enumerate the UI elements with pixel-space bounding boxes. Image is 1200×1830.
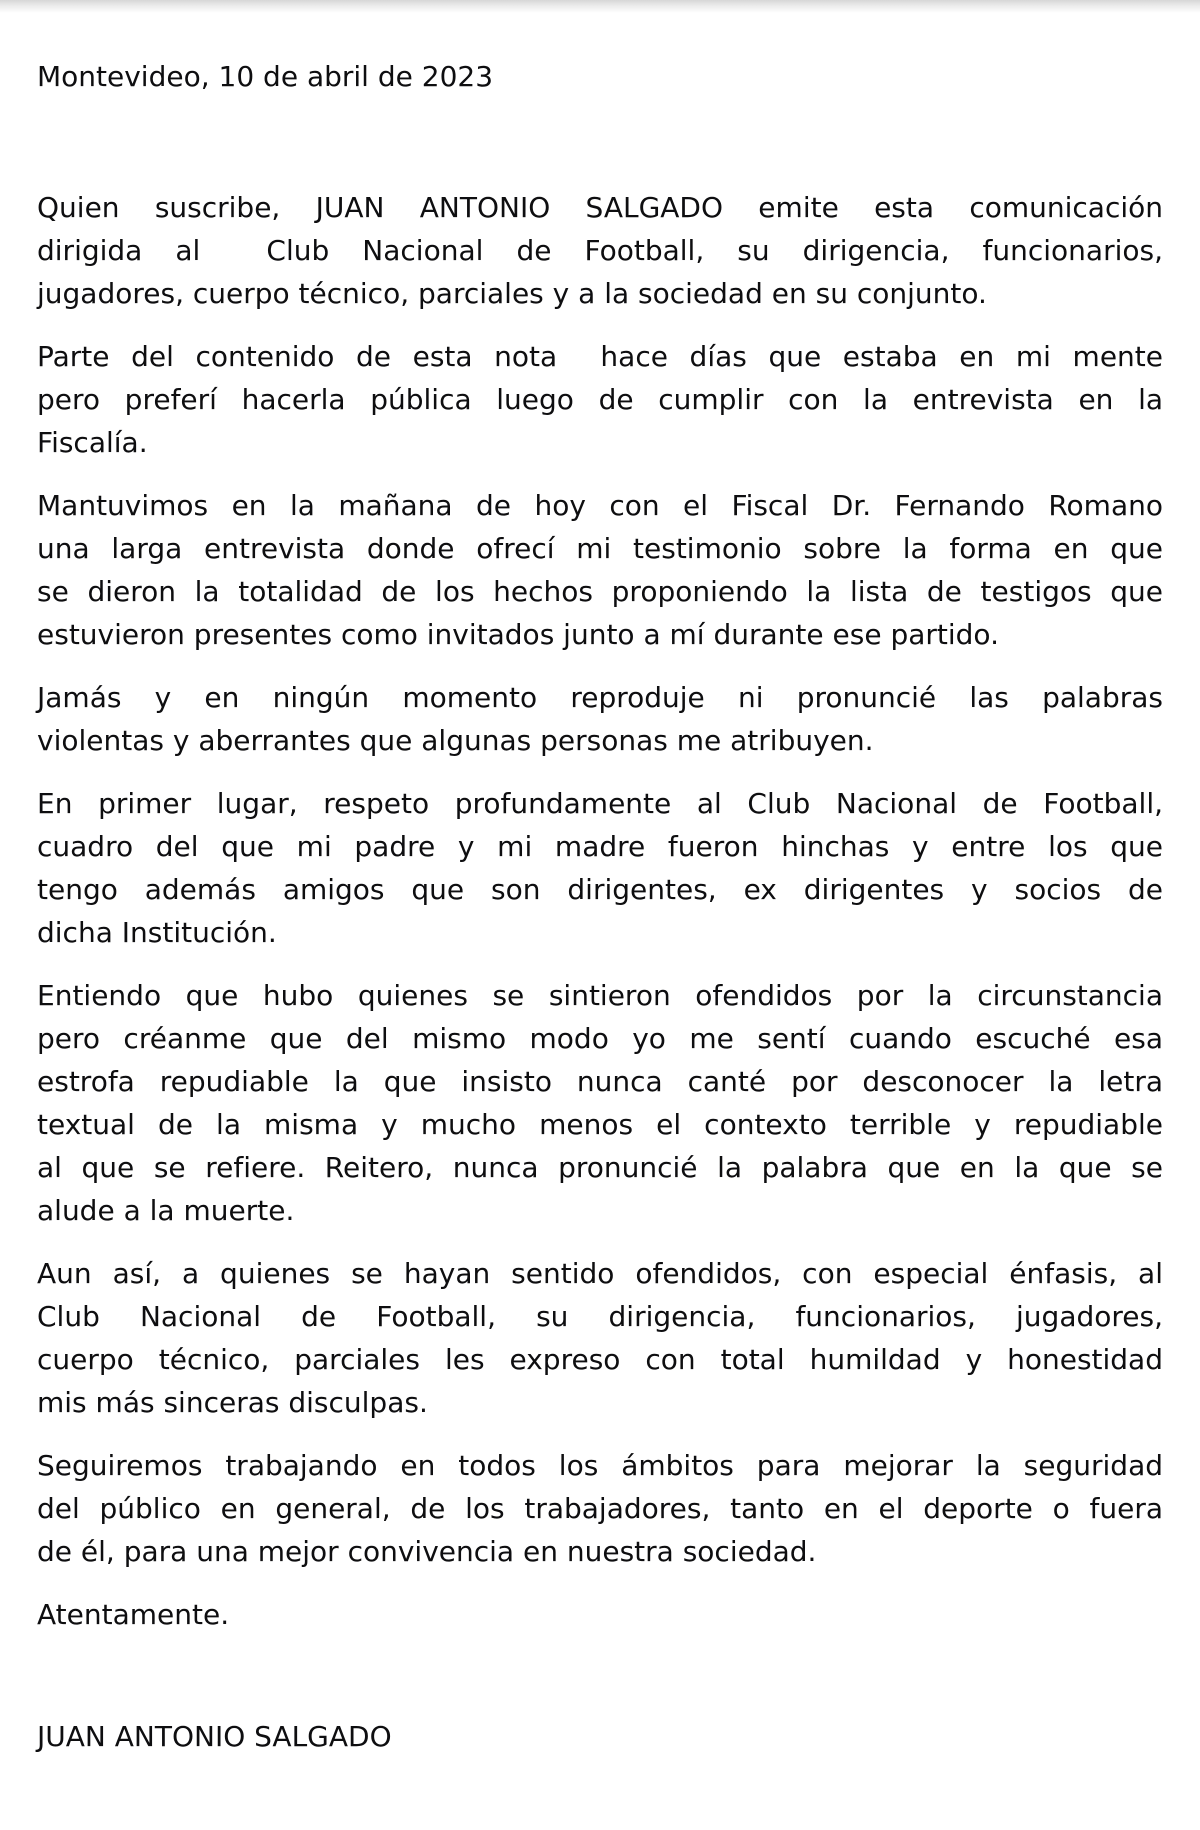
paragraph-line: mis más sinceras disculpas.: [37, 1386, 428, 1419]
paragraph: [37, 1444, 1163, 1573]
paragraph-line: Quien suscribe, JUAN ANTONIO SALGADO emite esta comunicación: [37, 191, 1163, 224]
paragraph-line: estrofa repudiable la que insisto nunca canté por desconocer la letra: [37, 1065, 1163, 1098]
paragraph-line: una larga entrevista donde ofrecí mi testimonio sobre la forma en que: [37, 532, 1163, 565]
paragraph-line: Jamás y en ningún momento reproduje ni pronuncié las palabras: [37, 681, 1163, 714]
paragraph-line: Aun así, a quienes se hayan sentido ofendidos, con especial énfasis, al: [37, 1257, 1163, 1290]
paragraph-line: tengo además amigos que son dirigentes, ex dirigentes y socios de: [37, 873, 1163, 906]
paragraph-line: pero preferí hacerla pública luego de cumplir con la entrevista en la: [37, 383, 1163, 416]
paragraph-line: dirigida al Club Nacional de Football, su dirigencia, funcionarios,: [37, 234, 1163, 267]
paragraph-line: al que se refiere. Reitero, nunca pronuncié la palabra que en la que se: [37, 1151, 1163, 1184]
paragraph-line: alude a la muerte.: [37, 1194, 295, 1227]
paragraph: [37, 335, 1163, 464]
paragraph: [37, 782, 1163, 954]
paragraph-line: Entiendo que hubo quienes se sintieron ofendidos por la circunstancia: [37, 979, 1163, 1012]
paragraph-line: jugadores, cuerpo técnico, parciales y a la sociedad en su conjunto.: [37, 277, 987, 310]
paragraph-line: Parte del contenido de esta nota hace días que estaba en mi mente: [37, 340, 1163, 373]
paragraph-line: Club Nacional de Football, su dirigencia, funcionarios, jugadores,: [37, 1300, 1163, 1333]
paragraph: [37, 186, 1163, 315]
paragraph-line: de él, para una mejor convivencia en nuestra sociedad.: [37, 1535, 817, 1568]
letter-signature: JUAN ANTONIO SALGADO: [37, 1720, 392, 1753]
letter-closing: Atentamente.: [37, 1598, 230, 1631]
paragraph-line: Seguiremos trabajando en todos los ámbitos para mejorar la seguridad: [37, 1449, 1163, 1482]
paragraph-line: estuvieron presentes como invitados junto a mí durante ese partido.: [37, 618, 999, 651]
paragraph-line: Mantuvimos en la mañana de hoy con el Fiscal Dr. Fernando Romano: [37, 489, 1163, 522]
paragraph: [37, 1252, 1163, 1424]
paragraph-line: En primer lugar, respeto profundamente al Club Nacional de Football,: [37, 787, 1163, 820]
paragraph-line: cuerpo técnico, parciales les expreso con total humildad y honestidad: [37, 1343, 1163, 1376]
paragraph-line: dicha Institución.: [37, 916, 277, 949]
paragraph: [37, 484, 1163, 656]
paragraph-line: del público en general, de los trabajadores, tanto en el deporte o fuera: [37, 1492, 1163, 1525]
letter-body: [37, 186, 1163, 1573]
paragraph-line: pero créanme que del mismo modo yo me sentí cuando escuché esa: [37, 1022, 1163, 1055]
paragraph-line: Fiscalía.: [37, 426, 148, 459]
paragraph-line: violentas y aberrantes que algunas personas me atribuyen.: [37, 724, 874, 757]
paragraph-line: cuadro del que mi padre y mi madre fueron hinchas y entre los que: [37, 830, 1163, 863]
letter-date: Montevideo, 10 de abril de 2023: [37, 60, 494, 93]
paragraph-line: se dieron la totalidad de los hechos proponiendo la lista de testigos que: [37, 575, 1163, 608]
paragraph: [37, 974, 1163, 1232]
paragraph-line: textual de la misma y mucho menos el contexto terrible y repudiable: [37, 1108, 1163, 1141]
paragraph: [37, 676, 1163, 762]
